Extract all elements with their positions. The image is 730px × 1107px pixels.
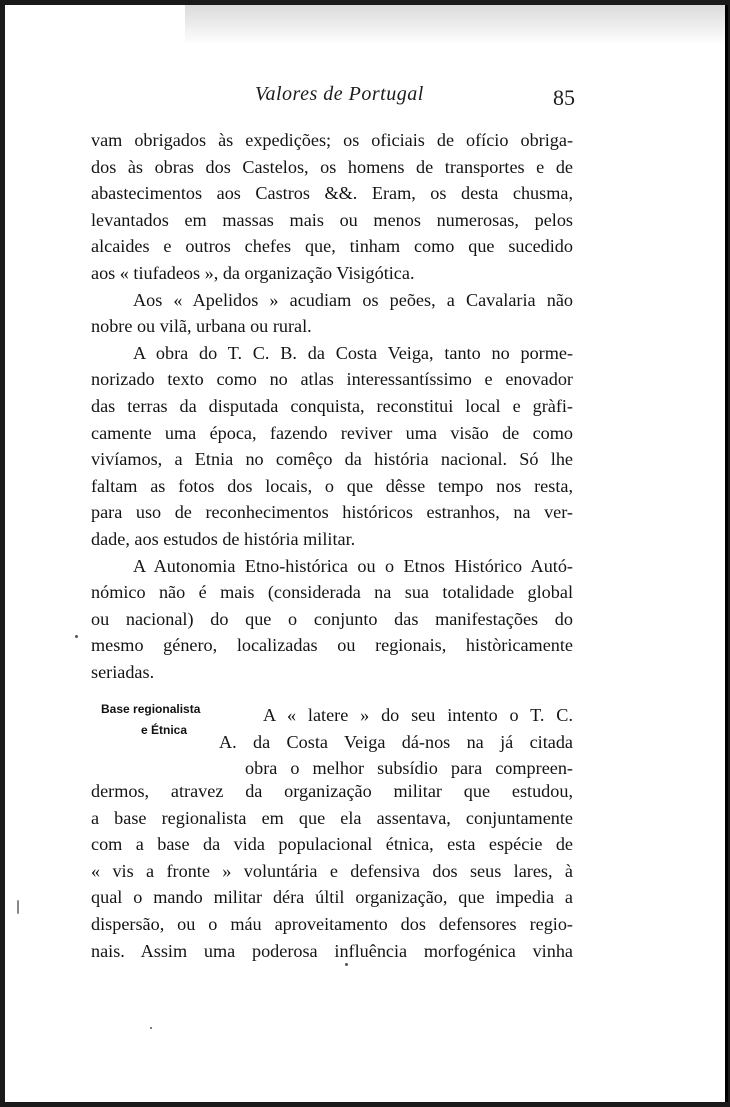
marginal-heading-line-2: e Étnica	[141, 723, 188, 737]
body-text	[91, 127, 573, 685]
text-line: nómico não é mais (considerada na sua totalidade global	[91, 582, 573, 603]
text-line: ou nacional) do que o conjunto das manifestações do	[91, 608, 573, 629]
text-line: A « latere » do seu intento o T. C.	[263, 705, 573, 725]
paragraph-4	[91, 553, 573, 686]
scan-speck	[345, 963, 348, 966]
text-line: dispersão, ou o máu aproveitamento dos defensores regio-	[91, 913, 573, 934]
text-line: a base regionalista em que ela assentava, conjuntamente	[91, 807, 573, 828]
text-line: levantados em massas mais ou menos numerosas, pelos	[91, 209, 573, 230]
paragraph-1	[91, 127, 573, 287]
text-line: aos « tiufadeos », da organização Visigótica.	[91, 262, 415, 283]
text-line: nobre ou vilã, urbana ou rural.	[91, 316, 312, 337]
paragraph-3	[91, 340, 573, 553]
scan-speck	[75, 635, 78, 638]
text-line: vam obrigados às expedições; os oficiais de ofício obriga-	[91, 130, 573, 150]
text-line: nais. Assim uma poderosa influência morfogénica vinha	[91, 940, 573, 961]
text-line: dermos, atravez da organização militar que estudou,	[91, 781, 573, 801]
text-line: « vis a fronte » voluntária e defensiva dos seus lares, à	[91, 860, 573, 881]
text-line: alcaides e outros chefes que, tinham como que sucedido	[91, 236, 573, 257]
paragraph-2	[91, 287, 573, 340]
text-line: A Autonomia Etno-histórica ou o Etnos Histórico Autó-	[133, 555, 573, 576]
text-line: mesmo género, localizadas ou regionais, històricamente	[91, 635, 573, 656]
scan-speck	[150, 1027, 152, 1029]
scan-speck	[17, 900, 19, 914]
text-line: seriadas.	[91, 661, 155, 682]
scan-shadow	[185, 5, 725, 45]
text-line: obra o melhor subsídio para compreen-	[245, 758, 573, 779]
page-number: 85	[553, 85, 575, 110]
text-line: com a base da vida populacional étnica, esta espécie de	[91, 834, 573, 855]
text-line: vivíamos, a Etnia no comêço da história nacional. Só lhe	[91, 449, 573, 470]
text-line: dade, aos estudos de história militar.	[91, 528, 356, 549]
marginal-heading	[101, 699, 221, 741]
paragraph-5-continued	[91, 778, 573, 964]
marginal-heading-line-1: Base regionalista	[101, 702, 201, 716]
text-line: A obra do T. C. B. da Costa Veiga, tanto no porme-	[133, 342, 573, 363]
running-head	[255, 83, 575, 113]
text-line: faltam as fotos dos locais, o que dêsse tempo nos resta,	[91, 475, 573, 496]
book-page	[5, 5, 728, 1102]
text-line: norizado texto como no atlas interessantíssimo e enovador	[91, 369, 573, 390]
text-line: abastecimentos aos Castros &&. Eram, os desta chusma,	[91, 183, 573, 204]
text-line: Aos « Apelidos » acudiam os peões, a Cavalaria não	[133, 289, 573, 310]
text-line: para uso de reconhecimentos históricos estranhos, na ver-	[91, 502, 573, 523]
running-title: Valores de Portugal	[255, 83, 424, 105]
text-line: camente uma época, fazendo reviver uma visão de como	[91, 422, 573, 443]
text-line: das terras da disputada conquista, reconstitui local e gràfi-	[91, 395, 573, 416]
text-line: dos às obras dos Castelos, os homens de transportes e de	[91, 156, 573, 177]
paragraph-5-opening	[219, 702, 573, 782]
text-line: qual o mando militar déra últil organização, que impedia a	[91, 887, 573, 908]
text-line: A. da Costa Veiga dá-nos na já citada	[219, 731, 573, 752]
